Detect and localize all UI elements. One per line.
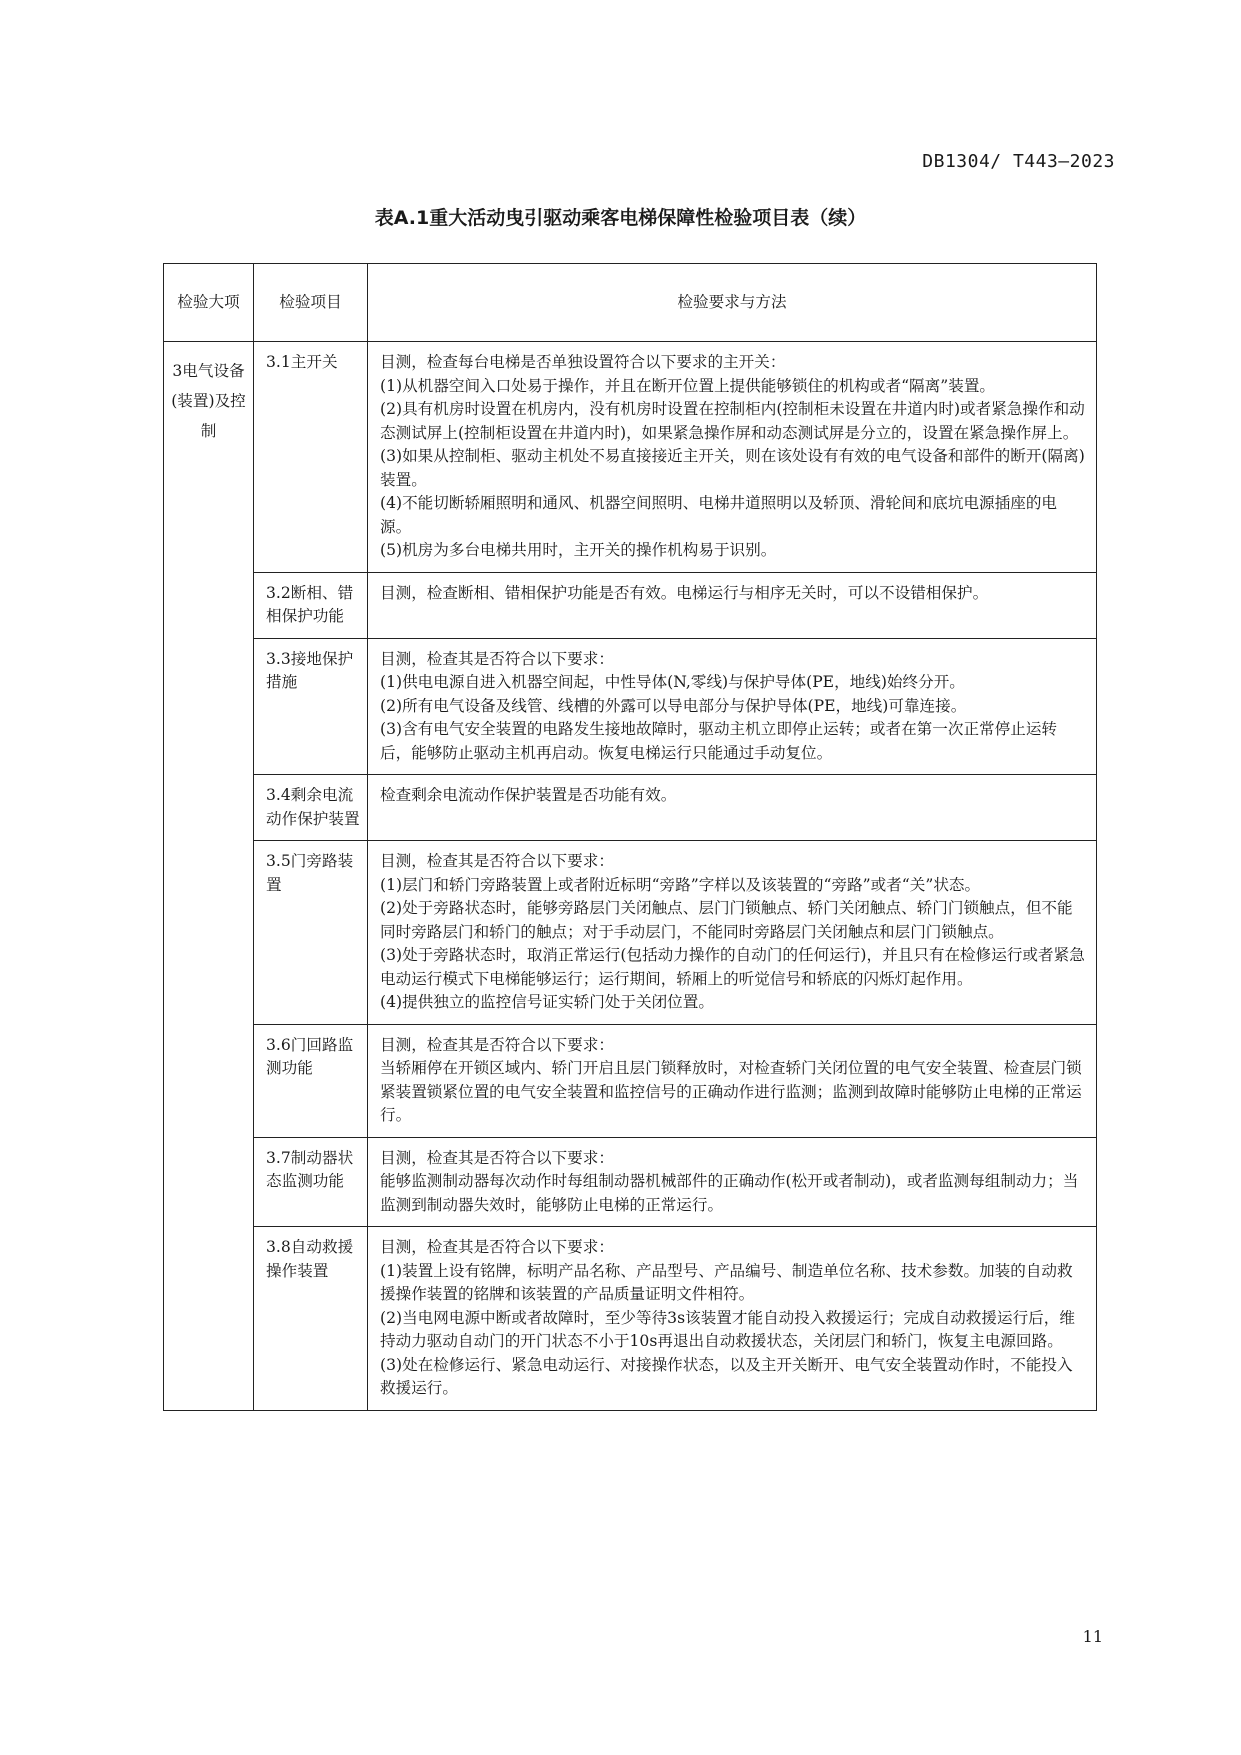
inspection-item-cell: 3.1主开关 [254,342,368,573]
column-header-method: 检验要求与方法 [368,264,1097,342]
table-title: 表A.1重大活动曳引驱动乘客电梯保障性检验项目表（续） [374,207,867,229]
method-line: 当轿厢停在开锁区域内、轿门开启且层门锁释放时，对检查轿门关闭位置的电气安全装置、检查层门锁紧装置锁紧位置的电气安全装置和监控信号的正确动作进行监测；监测到故障时能够防止电梯的正常运行。 [380,1059,1082,1124]
inspection-item-cell: 3.3接地保护措施 [254,638,368,775]
inspection-method-cell [368,342,1097,573]
inspection-item-cell: 3.4剩余电流动作保护装置 [254,775,368,841]
table-row [164,638,1097,775]
method-line: (3)如果从控制柜、驱动主机处不易直接接近主开关，则在该处设有有效的电气设备和部件的断开(隔离)装置。 [380,447,1085,489]
table-row [164,841,1097,1025]
inspection-method-cell [368,1137,1097,1227]
table-header-row [164,264,1097,342]
method-line: 能够监测制动器每次动作时每组制动器机械部件的正确动作(松开或者制动)，或者监测每组制动力；当监测到制动器失效时，能够防止电梯的正常运行。 [380,1172,1079,1214]
method-line: (2)具有机房时设置在机房内，没有机房时设置在控制柜内(控制柜未设置在井道内时)或者紧急操作和动态测试屏上(控制柜设置在井道内时)，如果紧急操作屏和动态测试屏是分立的，设置在紧急操作屏上。 [380,400,1085,442]
table-row [164,572,1097,638]
method-line: (3)处于旁路状态时，取消正常运行(包括动力操作的自动门的任何运行)，并且只有在检修运行或者紧急电动运行模式下电梯能够运行；运行期间，轿厢上的听觉信号和轿底的闪烁灯起作用。 [380,946,1085,988]
inspection-method-cell [368,572,1097,638]
inspection-item-cell: 3.7制动器状态监测功能 [254,1137,368,1227]
method-line: (4)提供独立的监控信号证实轿门处于关闭位置。 [380,993,714,1011]
method-line: (5)机房为多台电梯共用时，主开关的操作机构易于识别。 [380,541,777,559]
method-line: 目测，检查其是否符合以下要求： [380,649,614,668]
inspection-item-cell: 3.2断相、错相保护功能 [254,572,368,638]
table-row [164,342,1097,573]
method-line: 目测，检查其是否符合以下要求： [380,1035,614,1054]
method-line: 目测，检查其是否符合以下要求： [380,1238,614,1256]
inspection-item-cell: 3.5门旁路装置 [254,841,368,1025]
table-row [164,775,1097,841]
inspection-table [163,263,1097,1411]
inspection-method-cell [368,1227,1097,1411]
method-line: (1)从机器空间入口处易于操作，并且在断开位置上提供能够锁住的机构或者“隔离”装置。 [380,376,996,395]
method-line: 目测，检查其是否符合以下要求： [380,1148,614,1167]
inspection-method-cell [368,638,1097,775]
inspection-method-cell [368,841,1097,1025]
method-line: 目测，检查断相、错相保护功能是否有效。电梯运行与相序无关时，可以不设错相保护。 [380,583,989,602]
method-line: 目测，检查每台电梯是否单独设置符合以下要求的主开关： [380,353,786,371]
method-line: (2)处于旁路状态时，能够旁路层门关闭触点、层门门锁触点、轿门关闭触点、轿门门锁触点，但不能同时旁路层门和轿门的触点；对于手动层门，不能同时旁路层门关闭触点和层门门锁触点。 [380,899,1073,941]
column-header-item: 检验项目 [254,264,368,342]
method-line: (2)所有电气设备及线管、线槽的外露可以导电部分与保护导体(PE，地线)可靠连接。 [380,696,967,715]
method-line: 目测，检查其是否符合以下要求： [380,852,614,870]
method-line: (3)处在检修运行、紧急电动运行、对接操作状态，以及主开关断开、电气安全装置动作时，不能投入救援运行。 [380,1355,1073,1397]
inspection-item-cell: 3.6门回路监测功能 [254,1024,368,1137]
major-item-cell: 3电气设备(装置)及控制 [164,342,254,1411]
method-line: (1)装置上设有铭牌，标明产品名称、产品型号、产品编号、制造单位名称、技术参数。加装的自动救援操作装置的铭牌和该装置的产品质量证明文件相符。 [380,1261,1073,1303]
inspection-item-cell: 3.8自动救援操作装置 [254,1227,368,1411]
table-body [164,342,1097,1411]
table-row [164,1137,1097,1227]
method-line: (4)不能切断轿厢照明和通风、机器空间照明、电梯井道照明以及轿顶、滑轮间和底坑电源插座的电源。 [380,494,1058,536]
inspection-method-cell [368,775,1097,841]
standard-code: DB1304/ T443—2023 [922,151,1115,172]
page-number: 11 [1082,1627,1103,1646]
method-line: (1)供电电源自进入机器空间起，中性导体(N,零线)与保护导体(PE，地线)始终分开。 [380,673,965,691]
table-row [164,1024,1097,1137]
method-line: (3)含有电气安全装置的电路发生接地故障时，驱动主机立即停止运转；或者在第一次正常停止运转后，能够防止驱动主机再启动。恢复电梯运行只能通过手动复位。 [380,720,1058,762]
inspection-method-cell [368,1024,1097,1137]
method-line: (1)层门和轿门旁路装置上或者附近标明“旁路”字样以及该装置的“旁路”或者“关”状态。 [380,875,981,894]
table-row [164,1227,1097,1411]
method-line: (2)当电网电源中断或者故障时，至少等待3s该装置才能自动投入救援运行；完成自动救援运行后，维持动力驱动自动门的开门状态不小于10s再退出自动救援状态，关闭层门和轿门，恢复主电源回路。 [380,1308,1075,1350]
method-line: 检查剩余电流动作保护装置是否功能有效。 [380,786,677,804]
column-header-major: 检验大项 [164,264,254,342]
